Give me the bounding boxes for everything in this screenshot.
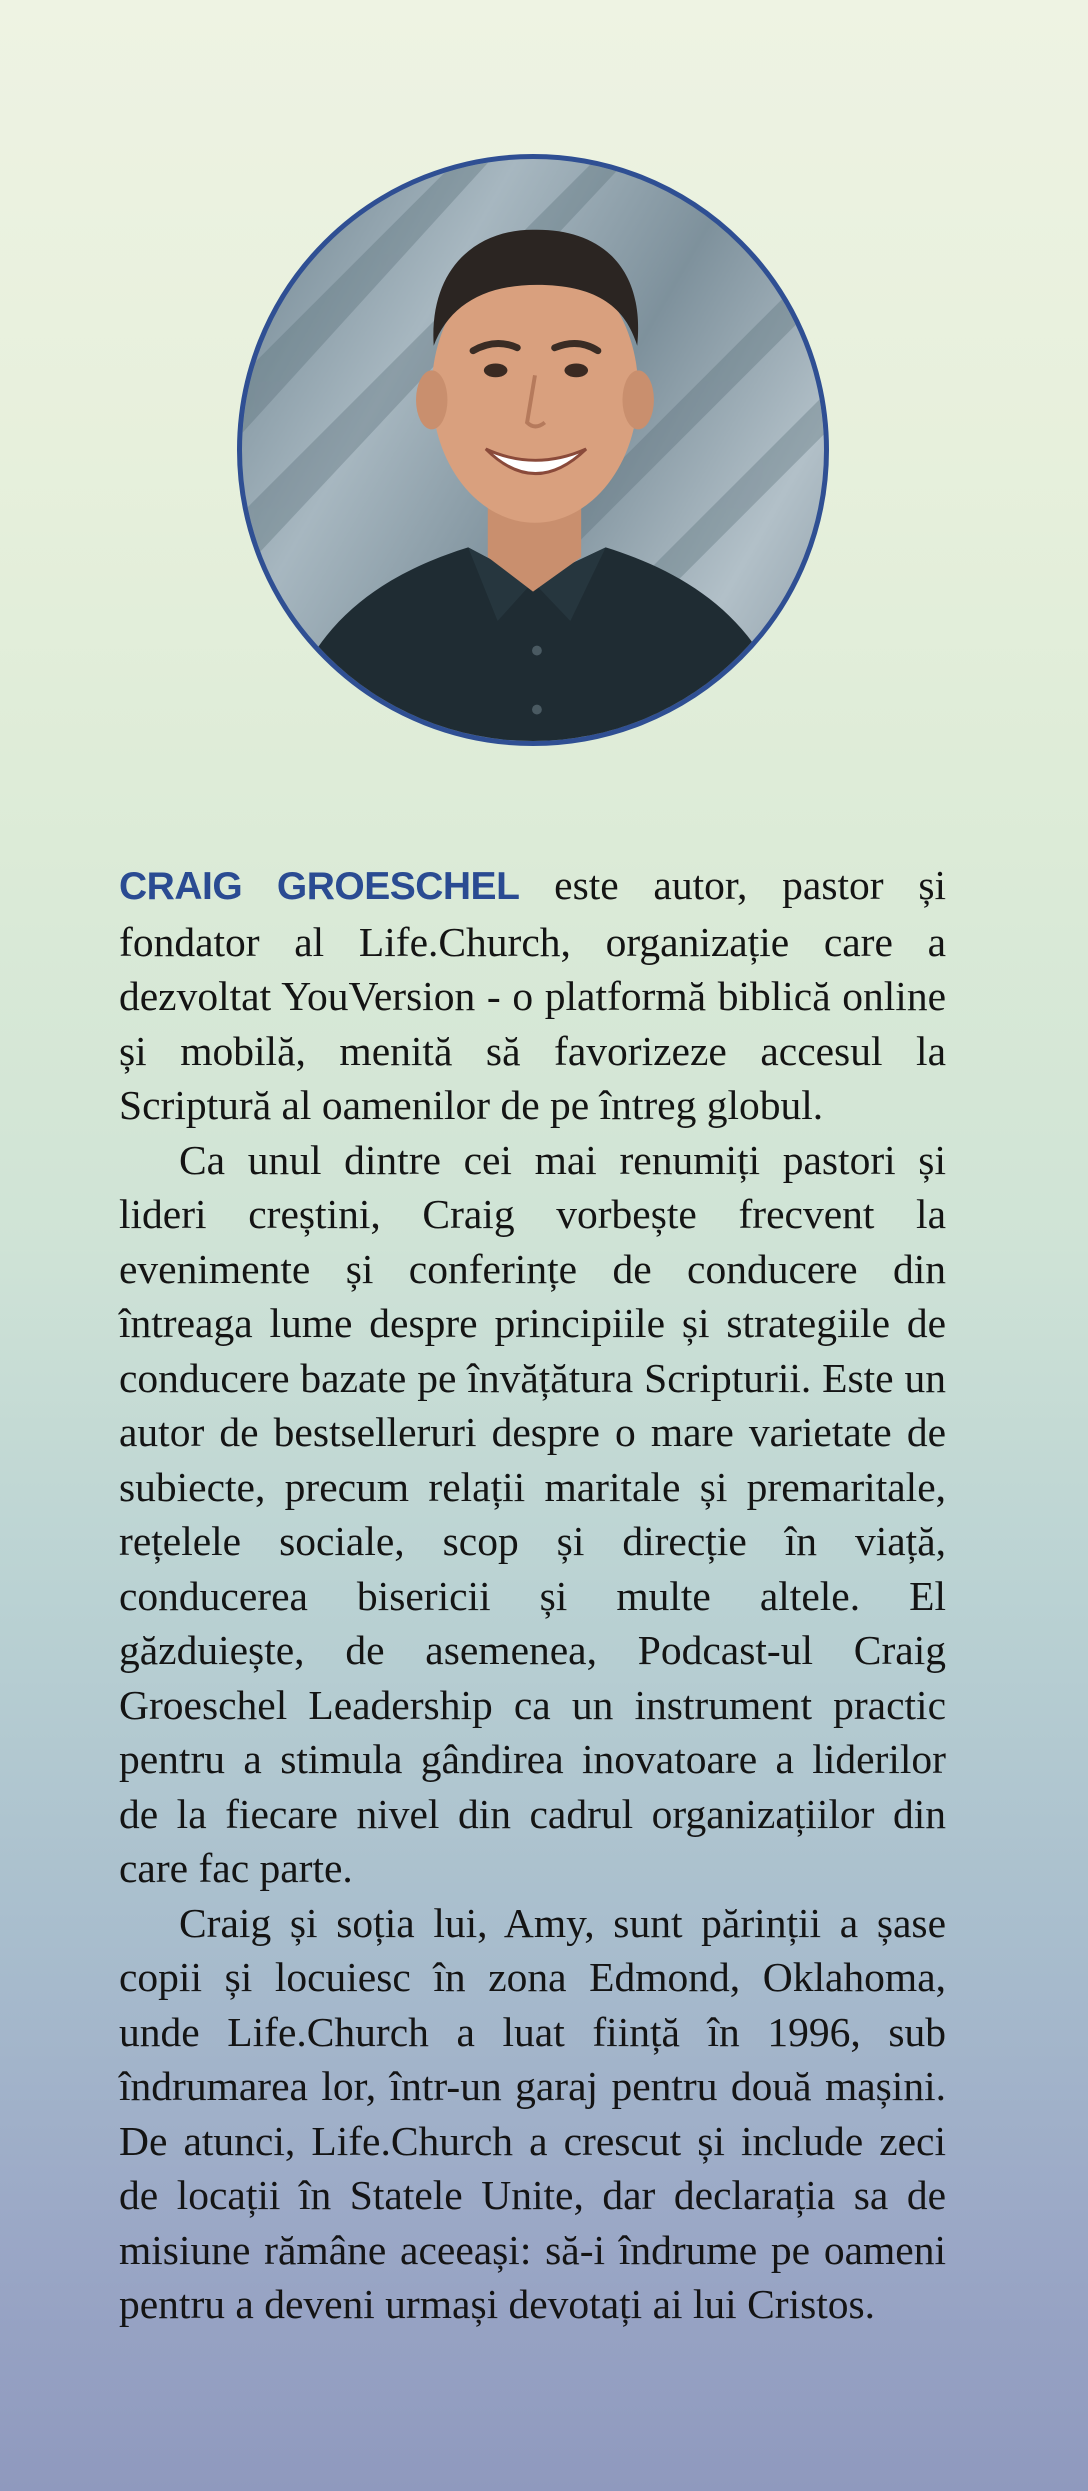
author-portrait bbox=[237, 154, 829, 746]
bio-paragraph-3: Craig și soția lui, Amy, sunt părinții a șase copii și locuiesc în zona Edmond, Oklahoma, unde Life.Church a luat ființă în 1996, sub îndrumarea lor, într-un garaj pentru două mașini. De atunci, Life.Church a crescut și include zeci de locații în Statele Unite, dar declarația sa de misiune rămâne aceeași: să-i îndrume pe oameni pentru a deveni urmași devotați ai lui Cristos. bbox=[119, 1899, 946, 2327]
author-name: CRAIG GROESCHEL bbox=[119, 865, 520, 908]
bio-paragraph-1-text: este autor, pastor și fondator al Life.Church, organizație care a dezvoltat YouVersion - o platformă biblică online și mobilă, menită să favorizeze accesul la Scriptură al oamenilor de pe întreg globul. bbox=[119, 862, 946, 1128]
bio-paragraph-1 bbox=[119, 858, 946, 1133]
author-photo-illustration bbox=[242, 159, 824, 741]
author-bio bbox=[119, 858, 946, 2332]
bio-paragraph-2: Ca unul dintre cei mai renumiți pastori și lideri creștini, Craig vorbește frecvent la evenimente și conferințe de conducere din întreaga lume despre principiile și strategiile de conducere bazate pe învățătura Scripturii. Este un autor de bestselleruri despre o mare varietate de subiecte, precum relații maritale și premaritale, rețelele sociale, scop și direcție în viață, conducerea bisericii și multe altele. El găzduiește, de asemenea, Podcast-ul Craig Groeschel Leadership ca un instrument practic pentru a stimula gândirea inovatoare a liderilor de la fiecare nivel din cadrul organizațiilor din care fac parte. bbox=[119, 1136, 946, 1891]
